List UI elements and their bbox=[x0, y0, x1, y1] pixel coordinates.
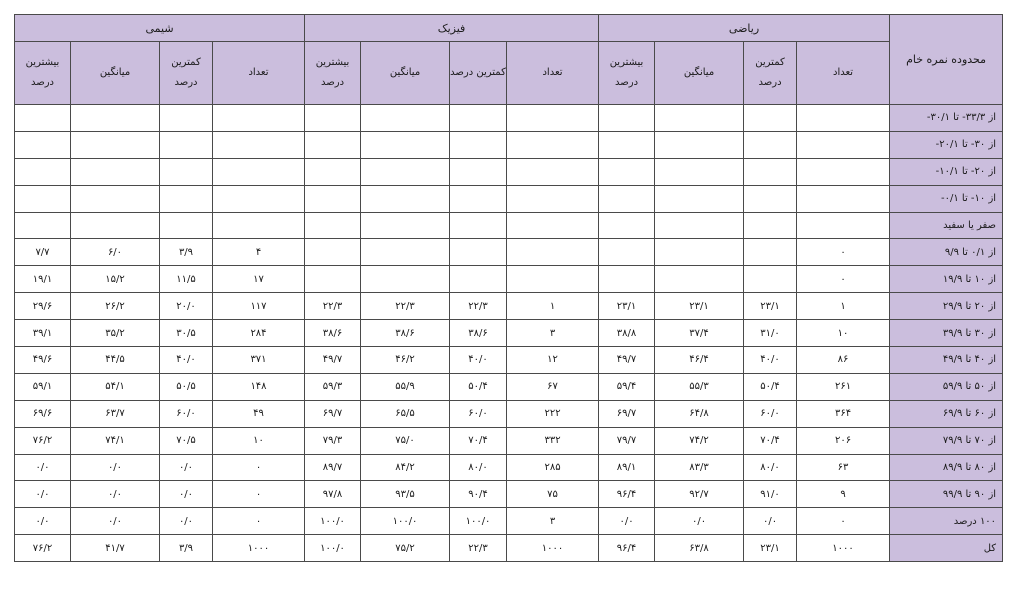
math-cell: ۴۹/۷ bbox=[599, 347, 655, 374]
math-cell bbox=[744, 239, 797, 266]
phys-cell: ۲۸۵ bbox=[507, 454, 599, 481]
results-table-container bbox=[14, 14, 1002, 562]
chem-col-header-3: تعداد bbox=[213, 42, 305, 105]
phys-cell: ۲۲/۳ bbox=[450, 293, 507, 320]
row-label: از ۴۰ تا ۴۹/۹ bbox=[890, 347, 1003, 374]
chem-cell: ۶۳/۷ bbox=[71, 400, 160, 427]
math-cell bbox=[599, 212, 655, 239]
chem-cell bbox=[15, 105, 71, 132]
phys-cell: ۳ bbox=[507, 320, 599, 347]
math-col-header-0: بیشترین درصد bbox=[599, 42, 655, 105]
phys-cell: ۱۰۰۰ bbox=[507, 535, 599, 562]
phys-cell bbox=[361, 266, 450, 293]
chem-col-header-2: کمترین درصد bbox=[160, 42, 213, 105]
phys-cell: ۹۰/۴ bbox=[450, 481, 507, 508]
phys-cell: ۳۸/۶ bbox=[361, 320, 450, 347]
phys-col-header-0: بیشترین درصد bbox=[305, 42, 361, 105]
chem-cell: ۴۴/۵ bbox=[71, 347, 160, 374]
table-row bbox=[15, 158, 1003, 185]
chem-cell bbox=[71, 158, 160, 185]
math-cell: ۷۰/۴ bbox=[744, 427, 797, 454]
math-cell: ۲۳/۱ bbox=[744, 535, 797, 562]
math-cell: ۹۶/۴ bbox=[599, 535, 655, 562]
phys-cell: ۷۰/۴ bbox=[450, 427, 507, 454]
chem-cell: ۷۶/۲ bbox=[15, 535, 71, 562]
math-cell: ۹۱/۰ bbox=[744, 481, 797, 508]
phys-cell: ۶۷ bbox=[507, 373, 599, 400]
math-cell: ۰ bbox=[797, 266, 890, 293]
row-label: از ۳۰- تا ۲۰/۱- bbox=[890, 131, 1003, 158]
math-cell bbox=[744, 131, 797, 158]
chem-cell bbox=[160, 212, 213, 239]
math-cell: ۴۰/۰ bbox=[744, 347, 797, 374]
table-row bbox=[15, 347, 1003, 374]
row-label: از ۲۰- تا ۱۰/۱- bbox=[890, 158, 1003, 185]
chem-cell: ۱۷ bbox=[213, 266, 305, 293]
phys-cell bbox=[507, 105, 599, 132]
chem-cell bbox=[213, 158, 305, 185]
math-cell: ۲۳/۱ bbox=[655, 293, 744, 320]
phys-cell bbox=[507, 239, 599, 266]
phys-cell bbox=[450, 239, 507, 266]
chem-cell: ۲۸۴ bbox=[213, 320, 305, 347]
math-cell bbox=[655, 131, 744, 158]
phys-cell bbox=[450, 212, 507, 239]
phys-cell bbox=[305, 158, 361, 185]
row-label: از ۳۰ تا ۳۹/۹ bbox=[890, 320, 1003, 347]
chem-cell: ۵۹/۱ bbox=[15, 373, 71, 400]
chem-cell: ۱۰ bbox=[213, 427, 305, 454]
chem-cell bbox=[71, 131, 160, 158]
row-label: کل bbox=[890, 535, 1003, 562]
phys-cell bbox=[507, 158, 599, 185]
chem-cell bbox=[15, 158, 71, 185]
phys-cell: ۴۹/۷ bbox=[305, 347, 361, 374]
chem-cell: ۰ bbox=[213, 481, 305, 508]
phys-cell: ۶۰/۰ bbox=[450, 400, 507, 427]
chem-cell: ۷۴/۱ bbox=[71, 427, 160, 454]
subject-physics-header: فیزیک bbox=[305, 15, 599, 42]
phys-cell: ۲۲/۳ bbox=[305, 293, 361, 320]
math-cell: ۱ bbox=[797, 293, 890, 320]
table-row bbox=[15, 508, 1003, 535]
phys-cell: ۷۵/۲ bbox=[361, 535, 450, 562]
results-table bbox=[14, 14, 1003, 562]
phys-cell bbox=[305, 212, 361, 239]
row-label: از ۵۰ تا ۵۹/۹ bbox=[890, 373, 1003, 400]
chem-cell bbox=[213, 105, 305, 132]
math-cell bbox=[655, 212, 744, 239]
phys-cell bbox=[507, 185, 599, 212]
phys-cell: ۴۶/۲ bbox=[361, 347, 450, 374]
math-cell bbox=[655, 185, 744, 212]
math-cell: ۸۹/۱ bbox=[599, 454, 655, 481]
phys-col-header-2: کمترین درصد bbox=[450, 42, 507, 105]
math-cell: ۳۸/۸ bbox=[599, 320, 655, 347]
math-cell bbox=[797, 158, 890, 185]
math-cell bbox=[744, 266, 797, 293]
chem-cell: ۱۴۸ bbox=[213, 373, 305, 400]
phys-cell: ۱۲ bbox=[507, 347, 599, 374]
math-cell: ۰/۰ bbox=[599, 508, 655, 535]
math-cell: ۶۳/۸ bbox=[655, 535, 744, 562]
phys-cell bbox=[305, 105, 361, 132]
math-cell: ۶۰/۰ bbox=[744, 400, 797, 427]
phys-cell: ۱۰۰/۰ bbox=[305, 535, 361, 562]
chem-cell: ۶/۰ bbox=[71, 239, 160, 266]
chem-cell bbox=[71, 105, 160, 132]
phys-cell: ۱۰۰/۰ bbox=[361, 508, 450, 535]
phys-cell: ۴۰/۰ bbox=[450, 347, 507, 374]
table-row bbox=[15, 293, 1003, 320]
chem-cell bbox=[213, 185, 305, 212]
chem-cell: ۰/۰ bbox=[160, 454, 213, 481]
chem-cell: ۱۵/۲ bbox=[71, 266, 160, 293]
phys-cell: ۲۲/۳ bbox=[450, 535, 507, 562]
phys-cell: ۶۵/۵ bbox=[361, 400, 450, 427]
chem-cell: ۴ bbox=[213, 239, 305, 266]
math-cell bbox=[599, 131, 655, 158]
chem-cell: ۱۰۰۰ bbox=[213, 535, 305, 562]
chem-cell: ۳/۹ bbox=[160, 535, 213, 562]
subject-chemistry-header: شیمی bbox=[15, 15, 305, 42]
chem-cell bbox=[71, 212, 160, 239]
chem-cell: ۰/۰ bbox=[71, 454, 160, 481]
math-cell: ۰/۰ bbox=[744, 508, 797, 535]
math-cell: ۲۰۶ bbox=[797, 427, 890, 454]
chem-cell bbox=[15, 185, 71, 212]
math-cell: ۰ bbox=[797, 508, 890, 535]
chem-cell: ۴۱/۷ bbox=[71, 535, 160, 562]
math-cell: ۹۲/۷ bbox=[655, 481, 744, 508]
range-column-header: محدوده نمره خام bbox=[890, 15, 1003, 105]
chem-cell: ۱۱۷ bbox=[213, 293, 305, 320]
math-cell bbox=[744, 212, 797, 239]
math-cell: ۰/۰ bbox=[655, 508, 744, 535]
table-row bbox=[15, 131, 1003, 158]
math-cell bbox=[599, 266, 655, 293]
math-cell bbox=[599, 239, 655, 266]
chem-cell bbox=[160, 158, 213, 185]
table-row bbox=[15, 266, 1003, 293]
phys-cell bbox=[507, 266, 599, 293]
row-label: از ۳۳/۳- تا ۳۰/۱- bbox=[890, 105, 1003, 132]
phys-cell: ۵۵/۹ bbox=[361, 373, 450, 400]
chem-cell: ۱۹/۱ bbox=[15, 266, 71, 293]
phys-col-header-3: تعداد bbox=[507, 42, 599, 105]
chem-cell: ۶۹/۶ bbox=[15, 400, 71, 427]
chem-cell bbox=[71, 185, 160, 212]
phys-cell: ۳۸/۶ bbox=[450, 320, 507, 347]
math-cell bbox=[744, 185, 797, 212]
math-cell: ۹۶/۴ bbox=[599, 481, 655, 508]
phys-cell: ۷۵ bbox=[507, 481, 599, 508]
phys-cell: ۸۴/۲ bbox=[361, 454, 450, 481]
chem-cell: ۰/۰ bbox=[71, 508, 160, 535]
chem-cell: ۲۰/۰ bbox=[160, 293, 213, 320]
phys-cell: ۲۲۲ bbox=[507, 400, 599, 427]
chem-cell: ۴۹ bbox=[213, 400, 305, 427]
row-label: از ۲۰ تا ۲۹/۹ bbox=[890, 293, 1003, 320]
chem-col-header-0: بیشترین درصد bbox=[15, 42, 71, 105]
phys-cell bbox=[361, 239, 450, 266]
chem-cell: ۰/۰ bbox=[15, 454, 71, 481]
row-label: از ۱۰- تا ۰/۱- bbox=[890, 185, 1003, 212]
math-cell: ۸۳/۳ bbox=[655, 454, 744, 481]
chem-cell: ۰ bbox=[213, 454, 305, 481]
phys-cell bbox=[450, 185, 507, 212]
phys-cell: ۸۰/۰ bbox=[450, 454, 507, 481]
table-row bbox=[15, 427, 1003, 454]
chem-cell: ۶۰/۰ bbox=[160, 400, 213, 427]
table-row bbox=[15, 481, 1003, 508]
math-cell bbox=[655, 266, 744, 293]
table-row bbox=[15, 400, 1003, 427]
table-row bbox=[15, 239, 1003, 266]
chem-cell: ۲۹/۶ bbox=[15, 293, 71, 320]
math-cell bbox=[797, 185, 890, 212]
chem-cell bbox=[213, 131, 305, 158]
math-cell: ۵۰/۴ bbox=[744, 373, 797, 400]
phys-cell: ۵۹/۳ bbox=[305, 373, 361, 400]
table-row bbox=[15, 454, 1003, 481]
row-label: ۱۰۰ درصد bbox=[890, 508, 1003, 535]
math-cell: ۷۹/۷ bbox=[599, 427, 655, 454]
chem-cell: ۳۹/۱ bbox=[15, 320, 71, 347]
chem-cell: ۰/۰ bbox=[15, 508, 71, 535]
phys-cell: ۷۵/۰ bbox=[361, 427, 450, 454]
phys-col-header-1: میانگین bbox=[361, 42, 450, 105]
row-label: از ۹۰ تا ۹۹/۹ bbox=[890, 481, 1003, 508]
math-cell: ۲۳/۱ bbox=[744, 293, 797, 320]
phys-cell: ۹۷/۸ bbox=[305, 481, 361, 508]
phys-cell: ۶۹/۷ bbox=[305, 400, 361, 427]
phys-cell bbox=[361, 131, 450, 158]
phys-cell: ۱ bbox=[507, 293, 599, 320]
phys-cell: ۵۰/۴ bbox=[450, 373, 507, 400]
chem-cell bbox=[213, 212, 305, 239]
phys-cell: ۸۹/۷ bbox=[305, 454, 361, 481]
chem-cell: ۴۰/۰ bbox=[160, 347, 213, 374]
math-col-header-1: میانگین bbox=[655, 42, 744, 105]
math-cell bbox=[599, 105, 655, 132]
chem-cell: ۰/۰ bbox=[160, 508, 213, 535]
math-cell bbox=[744, 158, 797, 185]
chem-cell bbox=[15, 212, 71, 239]
chem-cell: ۷۰/۵ bbox=[160, 427, 213, 454]
math-col-header-2: کمترین درصد bbox=[744, 42, 797, 105]
chem-cell: ۰ bbox=[213, 508, 305, 535]
phys-cell bbox=[361, 185, 450, 212]
math-cell: ۶۳ bbox=[797, 454, 890, 481]
chem-cell: ۳۵/۲ bbox=[71, 320, 160, 347]
phys-cell: ۷۹/۳ bbox=[305, 427, 361, 454]
chem-cell: ۰/۰ bbox=[160, 481, 213, 508]
math-col-header-3: تعداد bbox=[797, 42, 890, 105]
phys-cell bbox=[305, 131, 361, 158]
chem-cell bbox=[160, 185, 213, 212]
chem-cell: ۵۴/۱ bbox=[71, 373, 160, 400]
math-cell: ۵۹/۴ bbox=[599, 373, 655, 400]
math-cell bbox=[797, 212, 890, 239]
chem-cell: ۴۹/۶ bbox=[15, 347, 71, 374]
math-cell: ۳۱/۰ bbox=[744, 320, 797, 347]
table-row bbox=[15, 185, 1003, 212]
phys-cell: ۳۸/۶ bbox=[305, 320, 361, 347]
subject-math-header: ریاضی bbox=[599, 15, 890, 42]
phys-cell bbox=[361, 212, 450, 239]
table-row bbox=[15, 105, 1003, 132]
table-row bbox=[15, 320, 1003, 347]
chem-cell: ۳۰/۵ bbox=[160, 320, 213, 347]
math-cell: ۳۶۴ bbox=[797, 400, 890, 427]
math-cell bbox=[599, 185, 655, 212]
math-cell bbox=[655, 158, 744, 185]
phys-cell: ۹۳/۵ bbox=[361, 481, 450, 508]
math-cell: ۴۶/۴ bbox=[655, 347, 744, 374]
chem-col-header-1: میانگین bbox=[71, 42, 160, 105]
phys-cell bbox=[361, 105, 450, 132]
table-row bbox=[15, 535, 1003, 562]
phys-cell bbox=[305, 185, 361, 212]
chem-cell: ۳/۹ bbox=[160, 239, 213, 266]
chem-cell: ۲۶/۲ bbox=[71, 293, 160, 320]
chem-cell: ۰/۰ bbox=[71, 481, 160, 508]
math-cell: ۷۴/۲ bbox=[655, 427, 744, 454]
math-cell: ۸۰/۰ bbox=[744, 454, 797, 481]
math-cell: ۶۴/۸ bbox=[655, 400, 744, 427]
phys-cell bbox=[507, 131, 599, 158]
phys-cell: ۳۳۲ bbox=[507, 427, 599, 454]
phys-cell: ۱۰۰/۰ bbox=[450, 508, 507, 535]
phys-cell: ۲۲/۳ bbox=[361, 293, 450, 320]
row-label: از ۶۰ تا ۶۹/۹ bbox=[890, 400, 1003, 427]
math-cell: ۸۶ bbox=[797, 347, 890, 374]
math-cell: ۹ bbox=[797, 481, 890, 508]
phys-cell bbox=[305, 239, 361, 266]
table-row bbox=[15, 212, 1003, 239]
chem-cell bbox=[15, 131, 71, 158]
chem-cell bbox=[160, 105, 213, 132]
phys-cell: ۳ bbox=[507, 508, 599, 535]
math-cell bbox=[599, 158, 655, 185]
math-cell: ۱۰ bbox=[797, 320, 890, 347]
phys-cell bbox=[450, 105, 507, 132]
chem-cell bbox=[160, 131, 213, 158]
table-row bbox=[15, 373, 1003, 400]
math-cell bbox=[655, 239, 744, 266]
row-label: صفر یا سفید bbox=[890, 212, 1003, 239]
math-cell bbox=[797, 131, 890, 158]
row-label: از ۰/۱ تا ۹/۹ bbox=[890, 239, 1003, 266]
math-cell: ۵۵/۳ bbox=[655, 373, 744, 400]
math-cell: ۲۳/۱ bbox=[599, 293, 655, 320]
math-cell: ۰ bbox=[797, 239, 890, 266]
math-cell: ۳۷/۴ bbox=[655, 320, 744, 347]
chem-cell: ۷۶/۲ bbox=[15, 427, 71, 454]
phys-cell bbox=[507, 212, 599, 239]
chem-cell: ۱۱/۵ bbox=[160, 266, 213, 293]
phys-cell bbox=[450, 158, 507, 185]
row-label: از ۱۰ تا ۱۹/۹ bbox=[890, 266, 1003, 293]
math-cell: ۲۶۱ bbox=[797, 373, 890, 400]
row-label: از ۷۰ تا ۷۹/۹ bbox=[890, 427, 1003, 454]
phys-cell bbox=[450, 266, 507, 293]
chem-cell: ۰/۰ bbox=[15, 481, 71, 508]
chem-cell: ۵۰/۵ bbox=[160, 373, 213, 400]
math-cell: ۱۰۰۰ bbox=[797, 535, 890, 562]
phys-cell bbox=[305, 266, 361, 293]
phys-cell bbox=[361, 158, 450, 185]
phys-cell: ۱۰۰/۰ bbox=[305, 508, 361, 535]
math-cell bbox=[744, 105, 797, 132]
row-label: از ۸۰ تا ۸۹/۹ bbox=[890, 454, 1003, 481]
math-cell bbox=[655, 105, 744, 132]
chem-cell: ۳۷۱ bbox=[213, 347, 305, 374]
phys-cell bbox=[450, 131, 507, 158]
math-cell: ۶۹/۷ bbox=[599, 400, 655, 427]
math-cell bbox=[797, 105, 890, 132]
chem-cell: ۷/۷ bbox=[15, 239, 71, 266]
